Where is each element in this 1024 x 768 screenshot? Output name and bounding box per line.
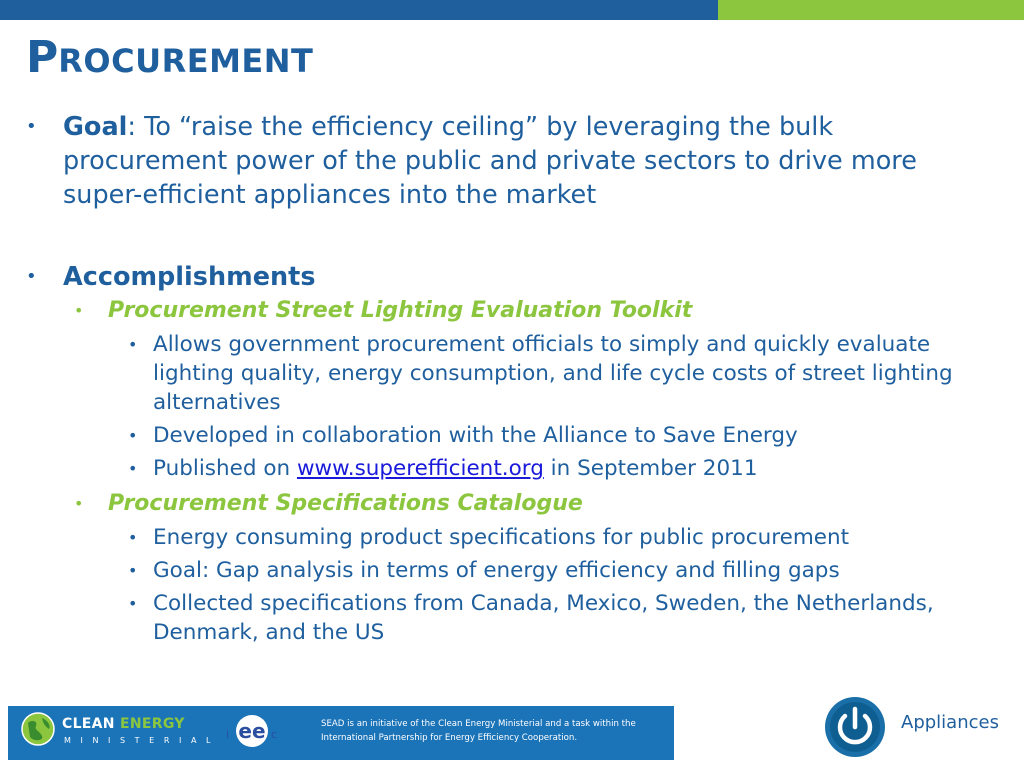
- globe-icon: [20, 711, 56, 747]
- svg-text:ee: ee: [238, 719, 266, 743]
- toolkit-title: Procurement Street Lighting Evaluation Toolkit: [108, 298, 693, 323]
- toolkit-point: [24, 330, 1004, 417]
- catalogue-point: [24, 556, 1004, 585]
- logo-energy: ENERGY: [120, 716, 185, 732]
- toolkit-published: [24, 454, 1004, 483]
- bullet: •: [128, 594, 138, 613]
- bullet: •: [26, 116, 37, 137]
- goal-label: Goal: [63, 112, 128, 142]
- cem-logo-text: [62, 716, 185, 732]
- title-rest: ROCUREMENT: [58, 42, 314, 80]
- published-suffix: in September 2011: [543, 456, 758, 481]
- top-bar-green: [718, 0, 1024, 20]
- appliances-label: Appliances: [901, 712, 999, 733]
- logo-ministerial: MINISTERIAL: [64, 736, 221, 745]
- catalogue-point-text: Collected specifications from Canada, Mexico, Sweden, the Netherlands, Denmark, and the US: [153, 591, 934, 645]
- toolkit-point: [24, 421, 1004, 450]
- bullet: •: [128, 426, 138, 445]
- catalogue-point: [24, 523, 1004, 552]
- svg-text:c: c: [271, 728, 278, 741]
- title-initial: P: [26, 32, 59, 83]
- svg-text:i: i: [226, 728, 230, 741]
- toolkit-item: [24, 294, 1004, 328]
- bullet: •: [26, 266, 37, 287]
- superefficient-link[interactable]: www.superefficient.org: [296, 456, 544, 481]
- sead-note: SEAD is an initiative of the Clean Energy Ministerial and a task within the International Partnership for Energy Efficiency Cooperation.: [321, 719, 636, 743]
- bullet: •: [74, 494, 84, 513]
- accomplishments-item: [24, 260, 1004, 294]
- toolkit-point-text: Developed in collaboration with the Alliance to Save Energy: [153, 423, 798, 448]
- slide-title: [26, 32, 313, 83]
- bullet: •: [74, 301, 84, 320]
- goal-item: [24, 110, 1004, 212]
- ipeec-logo: [222, 712, 280, 750]
- catalogue-point: [24, 589, 1004, 647]
- bullet: •: [128, 528, 138, 547]
- bullet: •: [128, 335, 138, 354]
- bullet: •: [128, 561, 138, 580]
- top-bar-blue: [0, 0, 718, 20]
- catalogue-item: [24, 487, 1004, 521]
- logo-clean: CLEAN: [62, 716, 115, 732]
- bullet: •: [128, 459, 138, 478]
- slide-content: [24, 110, 1004, 651]
- catalogue-point-text: Goal: Gap analysis in terms of energy efficiency and filling gaps: [153, 558, 840, 583]
- published-prefix: Published on: [153, 456, 297, 481]
- toolkit-point-text: Allows government procurement officials to simply and quickly evaluate lighting quality, energy consumption, and life cycle costs of street lighting alternatives: [153, 332, 953, 415]
- power-icon: [824, 696, 886, 758]
- catalogue-point-text: Energy consuming product specifications for public procurement: [153, 525, 850, 550]
- goal-text: : To “raise the efficiency ceiling” by leveraging the bulk procurement power of the public and private sectors to drive more super-efficient appliances into the market: [63, 112, 917, 210]
- accomplishments-heading: Accomplishments: [63, 262, 316, 292]
- catalogue-title: Procurement Specifications Catalogue: [108, 491, 583, 516]
